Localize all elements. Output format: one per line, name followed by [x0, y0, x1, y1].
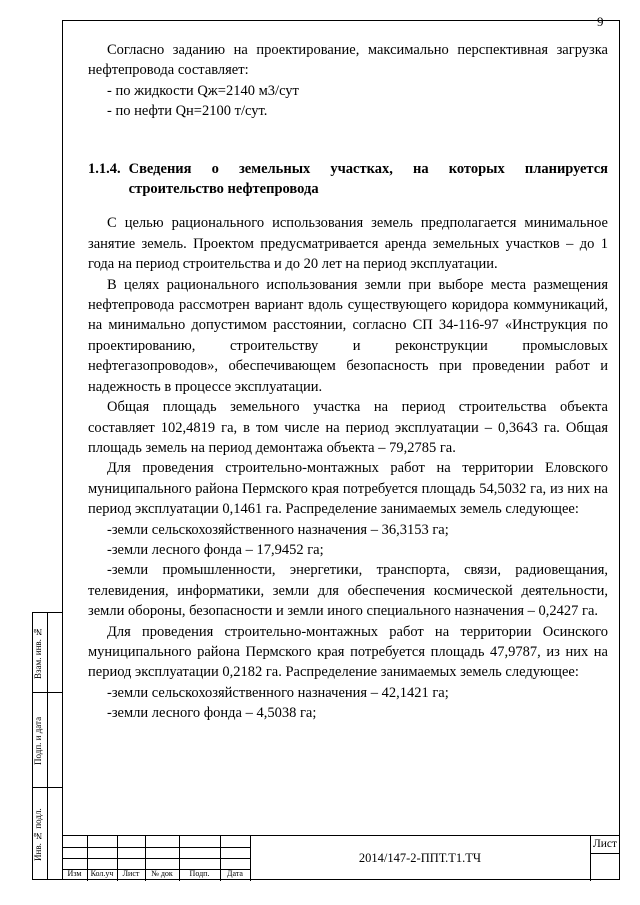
- document-id: 2014/147-2-ППТ.Т1.ТЧ: [358, 851, 482, 865]
- paragraph: Согласно заданию на проектирование, максимально перспективная загрузка нефтепровода составляет:: [88, 42, 608, 79]
- list-item: - по жидкости Qж=2140 м3/сут: [107, 82, 299, 99]
- paragraph: Общая площадь земельного участка на период строительства объекта составляет 102,4819 га, в том числе на период эксплуатации – 0,3643 га. Общая площадь земель на период демонтажа объекта – 79,2785 га.: [88, 399, 608, 456]
- document-body: [88, 40, 608, 724]
- col-label: № док: [151, 869, 173, 878]
- paragraph: Для проведения строительно-монтажных работ на территории Еловского муниципального района Пермского края потребуется площадь 54,5032 га, из них на период эксплуатации 0,1461 га. Распределение занимаемых земель следующее:: [88, 460, 608, 518]
- col-label: Подп.: [189, 869, 210, 878]
- section-heading: [88, 159, 608, 200]
- paragraph: В целях рационального использования земли при выборе места размещения нефтепровода рассмотрен вариант вдоль существующего коридора коммуникаций, на минимально допустимом расстоянии, согласно СП 34-116-97 «Инструкция по проектированию, строительству и реконструкции промысловых нефтегазопроводов», обеспечивающем безопасность при проведении работ и надежность в процессе эксплуатации.: [88, 276, 608, 395]
- side-label-podp: Подп. и дата: [33, 716, 43, 765]
- title-block: [62, 835, 620, 881]
- list-item: -земли сельскохозяйственного назначения – 42,1421 га;: [107, 684, 449, 701]
- side-stamp-strip: [32, 612, 62, 880]
- side-label-inv: Инв. № подл.: [33, 808, 43, 861]
- paragraph: С целью рационального использования земель предполагается минимальное занятие земель. Проектом предусматривается аренда земельных участков – до 1 года на период строительства и до 20 лет на период эксплуатации.: [88, 215, 608, 273]
- col-label: Лист: [122, 869, 140, 878]
- list-item: -земли лесного фонда – 4,5038 га;: [107, 705, 317, 722]
- list-item: -земли сельскохозяйственного назначения – 36,3153 га;: [107, 521, 449, 538]
- paragraph: Для проведения строительно-монтажных работ на территории Осинского муниципального района Пермского края потребуется площадь 47,9787, из них на период эксплуатации 0,2182 га. Распределение занимаемых земель следующее:: [88, 623, 608, 681]
- list-item: -земли промышленности, энергетики, транспорта, связи, радиовещания, телевидения, информатики, земли для обеспечения космической деятельности, земли обороны, безопасности и земли иного специального назначения – 0,2427 га.: [88, 562, 608, 620]
- section-title-line1: Сведения о земельных участках, на которых планируется: [128, 160, 608, 177]
- list-item: - по нефти Qн=2100 т/сут.: [107, 103, 268, 120]
- page-number: 9: [597, 14, 604, 29]
- col-label: Изм: [67, 869, 82, 878]
- section-number: 1.1.4.: [88, 160, 121, 177]
- side-label-vzam: Взам. инв. №: [33, 626, 43, 680]
- col-label: Кол.уч: [90, 869, 114, 878]
- col-label: Дата: [227, 869, 243, 878]
- sheet-label: Лист: [592, 838, 618, 850]
- list-item: -земли лесного фонда – 17,9452 га;: [107, 541, 324, 558]
- section-title-line2: строительство нефтепровода: [128, 181, 319, 198]
